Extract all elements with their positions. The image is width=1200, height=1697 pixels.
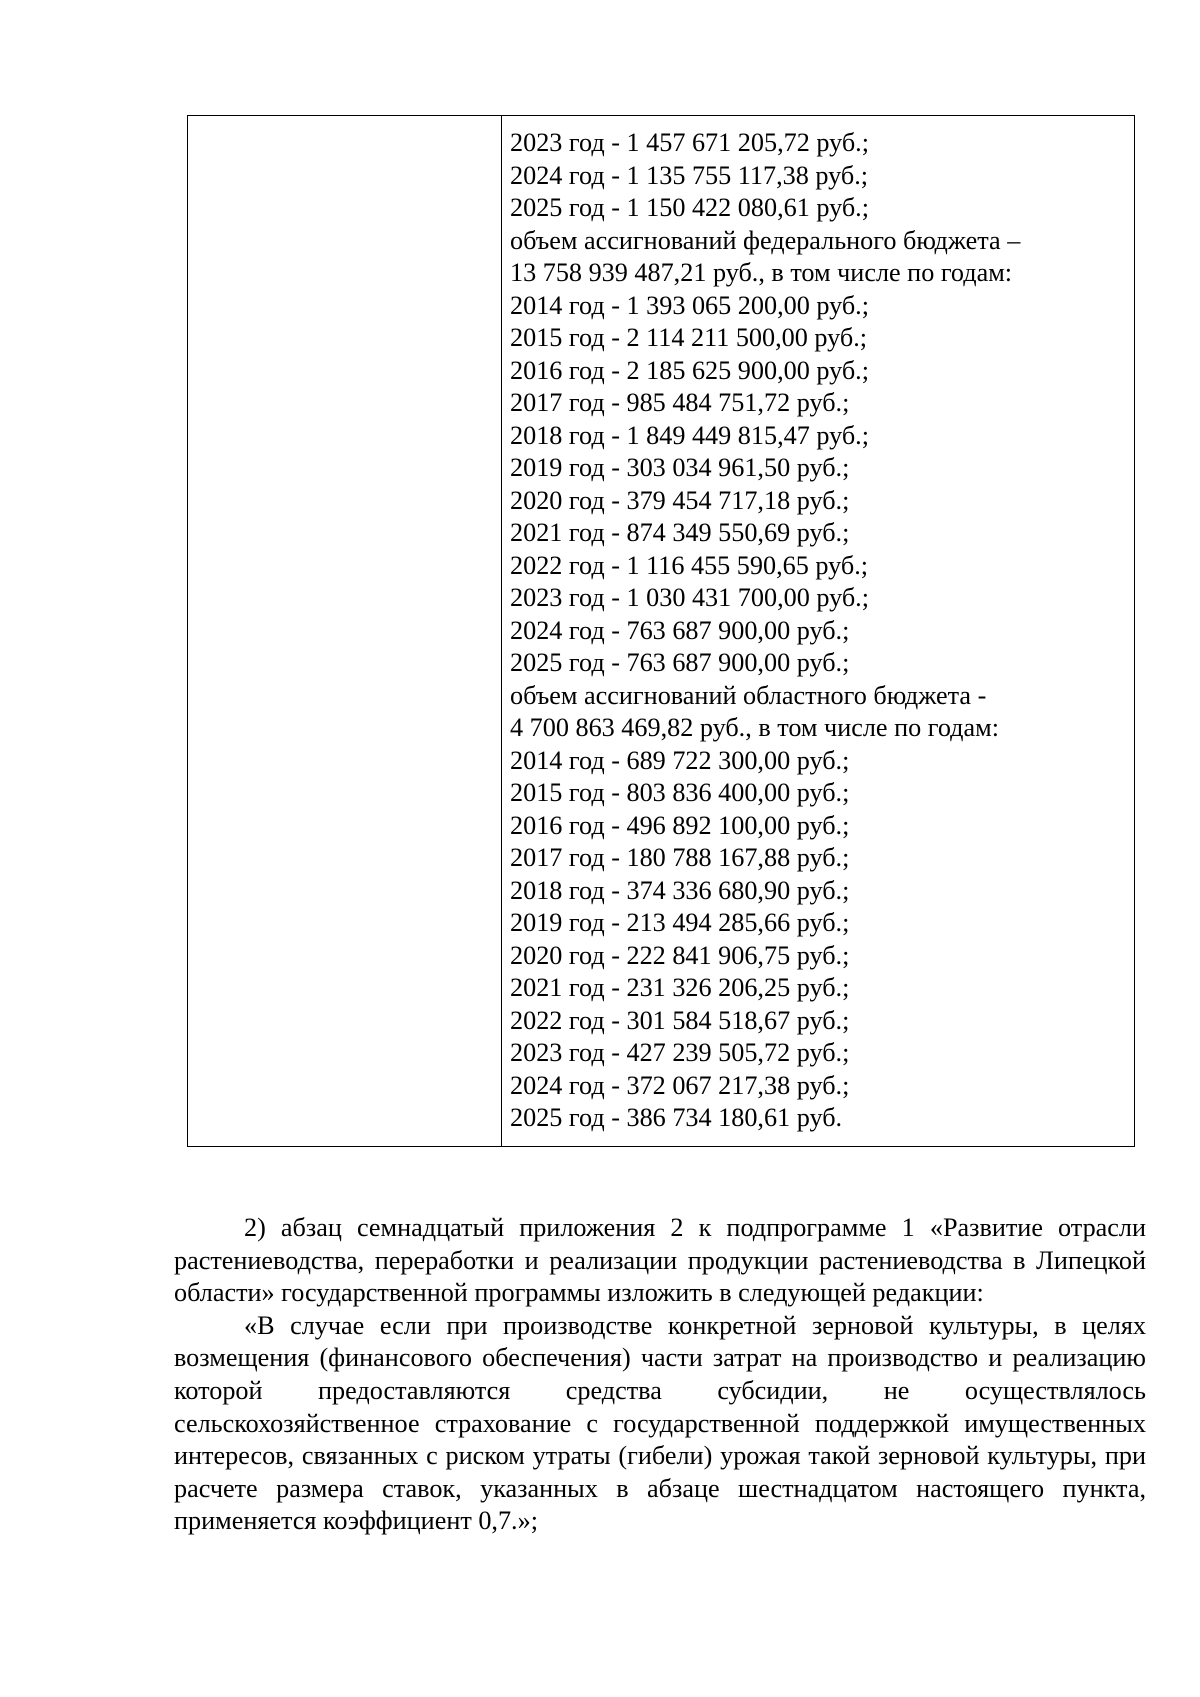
table-cell-label (188, 116, 502, 1147)
funding-line: 2017 год - 180 788 167,88 руб.; (510, 843, 850, 872)
funding-line: 2020 год - 222 841 906,75 руб.; (510, 940, 850, 970)
funding-line: объем ассигнований областного бюджета - (510, 680, 987, 710)
body-text (174, 1212, 1146, 1538)
funding-line: 2016 год - 496 892 100,00 руб.; (510, 810, 850, 840)
funding-line: 2014 год - 1 393 065 200,00 руб.; (510, 290, 869, 320)
table-cell-funding-values (502, 116, 1135, 1147)
table-row (188, 116, 1135, 1147)
funding-line: 2025 год - 763 687 900,00 руб.; (510, 648, 850, 677)
paragraph-quoted-text: «В случае если при производстве конкретной зерновой культуры, в целях возмещения (финансового обеспечения) части затрат на производство и реализацию которой предоставляются средства субсидии, не осуществлялось сельскохозяйственное страхование с государственной поддержкой имущественных интересов, связанных с риском утраты (гибели) урожая такой зерновой культуры, при расчете размера ставок, указанных в абзаце шестнадцатом настоящего пункта, применяется коэффициент 0,7.»; (174, 1310, 1146, 1536)
funding-line: 2015 год - 803 836 400,00 руб.; (510, 778, 850, 807)
funding-line: 2019 год - 213 494 285,66 руб.; (510, 908, 850, 937)
funding-line: 2021 год - 874 349 550,69 руб.; (510, 518, 850, 547)
funding-line: 2017 год - 985 484 751,72 руб.; (510, 388, 850, 417)
funding-line: 2014 год - 689 722 300,00 руб.; (510, 745, 850, 775)
funding-line: 2025 год - 1 150 422 080,61 руб.; (510, 193, 869, 222)
funding-line: 2023 год - 427 239 505,72 руб.; (510, 1038, 850, 1067)
funding-line: 2025 год - 386 734 180,61 руб. (510, 1103, 843, 1132)
funding-line: 2022 год - 301 584 518,67 руб.; (510, 1005, 850, 1035)
funding-line: 2024 год - 372 067 217,38 руб.; (510, 1070, 850, 1100)
funding-line: 2020 год - 379 454 717,18 руб.; (510, 485, 850, 515)
funding-line: 2023 год - 1 030 431 700,00 руб.; (510, 583, 869, 612)
funding-line: 2023 год - 1 457 671 205,72 руб.; (510, 128, 869, 157)
funding-line: 2016 год - 2 185 625 900,00 руб.; (510, 355, 869, 385)
funding-line: 2015 год - 2 114 211 500,00 руб.; (510, 323, 868, 352)
funding-line: 2024 год - 1 135 755 117,38 руб.; (510, 160, 869, 190)
funding-line: 4 700 863 469,82 руб., в том числе по годам: (510, 713, 999, 742)
funding-line: 2018 год - 374 336 680,90 руб.; (510, 875, 850, 905)
funding-line: 2024 год - 763 687 900,00 руб.; (510, 615, 850, 645)
funding-table (187, 115, 1135, 1147)
funding-line: 2019 год - 303 034 961,50 руб.; (510, 453, 850, 482)
funding-line: 13 758 939 487,21 руб., в том числе по годам: (510, 258, 1013, 287)
funding-line: объем ассигнований федерального бюджета – (510, 225, 1021, 255)
funding-line: 2022 год - 1 116 455 590,65 руб.; (510, 550, 869, 580)
funding-lines (502, 116, 1134, 1135)
funding-line: 2021 год - 231 326 206,25 руб.; (510, 973, 850, 1002)
paragraph-amendment: 2) абзац семнадцатый приложения 2 к подпрограмме 1 «Развитие отрасли растениеводства, переработки и реализации продукции растениеводства в Липецкой области» государственной программы изложить в следующей редакции: (174, 1213, 1146, 1308)
funding-line: 2018 год - 1 849 449 815,47 руб.; (510, 420, 869, 450)
